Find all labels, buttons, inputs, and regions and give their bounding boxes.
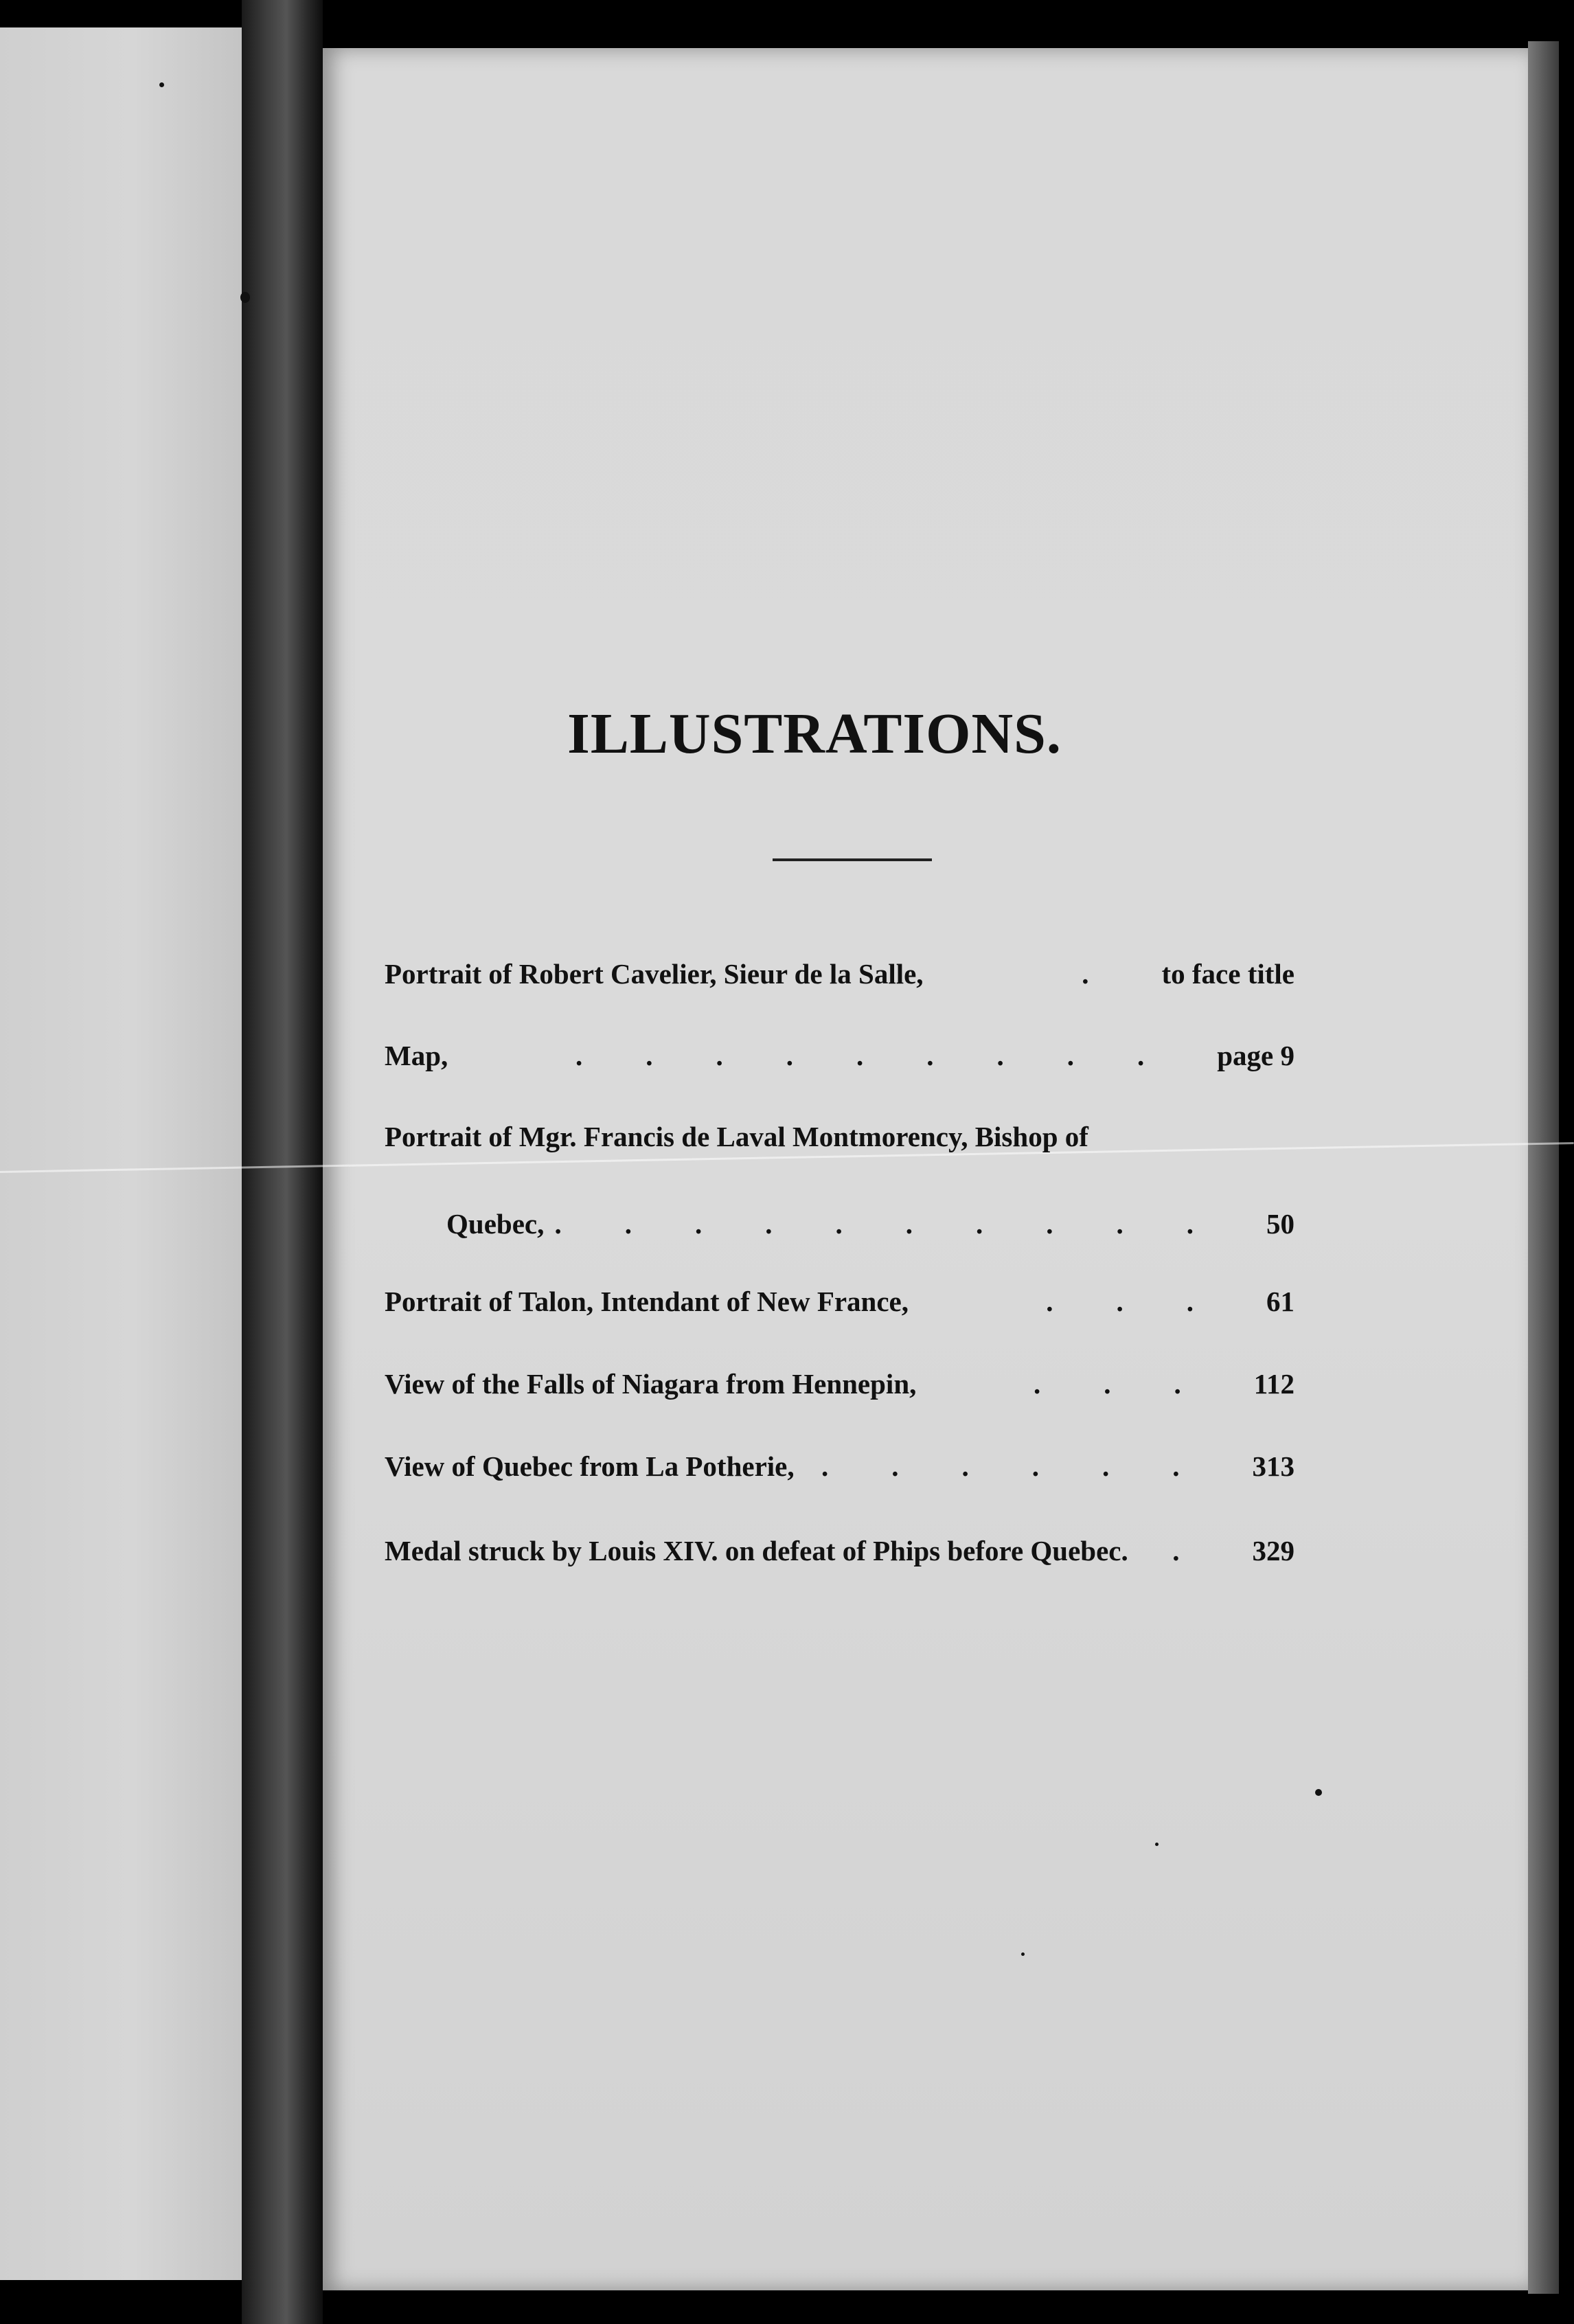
entry-label: View of Quebec from La Potherie, (385, 1450, 795, 1482)
dot-leader: ... (1034, 1368, 1244, 1400)
dot-leader: ...... (821, 1450, 1243, 1482)
toc-entry (385, 1035, 1294, 1076)
dot-leader: .......... (554, 1208, 1257, 1240)
entry-page: to face title (1161, 958, 1294, 990)
entry-page: page 9 (1217, 1040, 1294, 1071)
dot-leader: ......... (575, 1040, 1208, 1071)
entry-label: Portrait of Mgr. Francis de Laval Montmorency, Bishop of (385, 1121, 1088, 1152)
entry-label: Map, (385, 1040, 448, 1071)
page-title: ILLUSTRATIONS. (567, 702, 1062, 766)
ink-speck (1155, 1843, 1159, 1846)
entry-label: Portrait of Robert Cavelier, Sieur de la Salle, (385, 958, 924, 990)
entry-label: Medal struck by Louis XIV. on defeat of Phips before Quebec. (385, 1535, 1128, 1567)
entry-page: 50 (1266, 1208, 1294, 1240)
right-page (323, 48, 1528, 2290)
entry-label: Portrait of Talon, Intendant of New France, (385, 1286, 909, 1317)
left-page (0, 27, 242, 2280)
entry-label: Quebec, (446, 1208, 545, 1240)
entry-label: View of the Falls of Niagara from Hennepin, (385, 1368, 917, 1400)
entry-page: 112 (1253, 1368, 1294, 1400)
dot-leader: ... (1046, 1286, 1257, 1317)
book-gutter (242, 0, 323, 2324)
title-rule (773, 858, 932, 861)
ink-speck (240, 292, 250, 303)
toc-entry (385, 1363, 1294, 1404)
ink-speck (1315, 1789, 1322, 1796)
toc-entry (385, 1281, 1294, 1322)
page-edge (1528, 41, 1559, 2294)
ink-speck (159, 82, 164, 87)
entry-page: 329 (1252, 1535, 1294, 1567)
toc-entry (385, 953, 1294, 994)
toc-entry (385, 1116, 1294, 1157)
dot-leader: . (1082, 958, 1152, 990)
toc-entry (446, 1203, 1294, 1244)
toc-entry (385, 1530, 1294, 1571)
entry-page: 61 (1266, 1286, 1294, 1317)
ink-speck (1021, 1952, 1025, 1956)
dot-leader: . (1172, 1535, 1243, 1567)
entry-page: 313 (1252, 1450, 1294, 1482)
toc-entry (385, 1446, 1294, 1487)
